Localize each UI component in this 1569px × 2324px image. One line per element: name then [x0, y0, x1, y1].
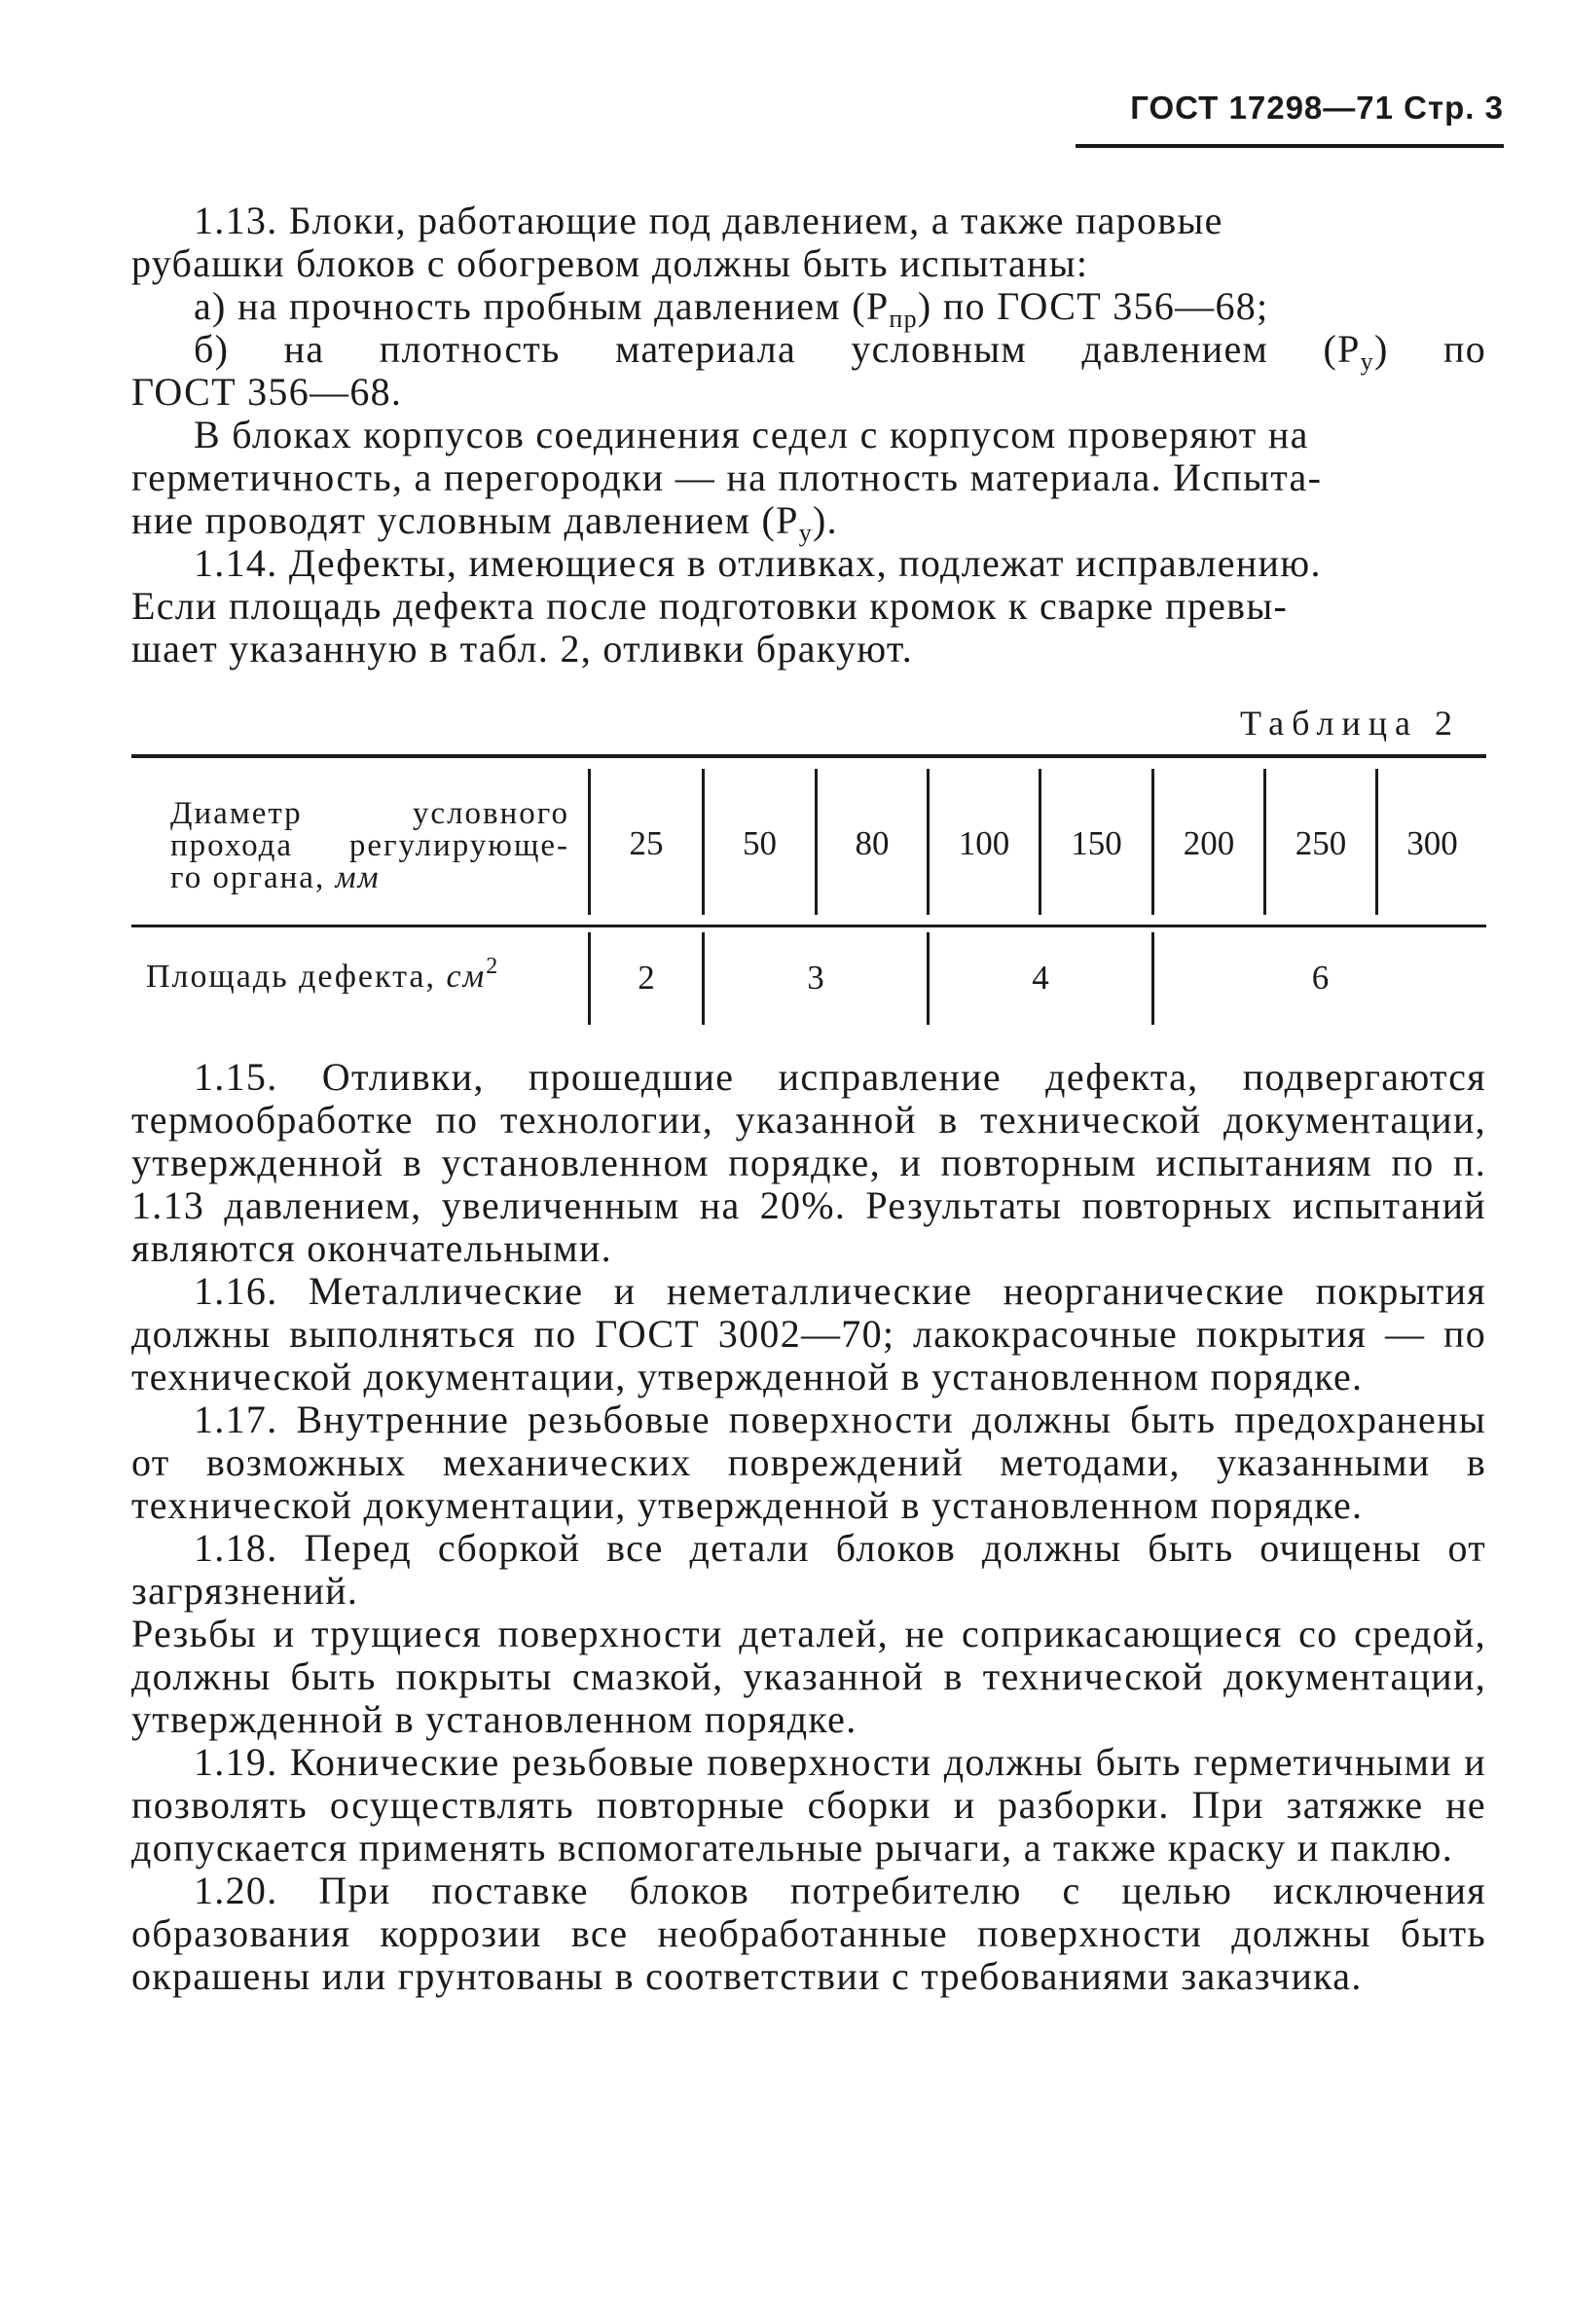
p114-line2: Если площадь дефекта после подготовки кромок к сварке превы-: [131, 584, 1289, 628]
p113-line2: рубашки блоков с обогревом должны быть испытаны:: [131, 241, 1089, 285]
area-cell: 4: [1032, 959, 1049, 997]
p113-item-a: а) на прочность пробным давлением $(P_{пр})$ по ГОСТ 356—68;: [194, 284, 1269, 333]
page-header: [1076, 90, 1504, 148]
p115: 1.15. Отливки, прошедшие исправление дефекта, подвергаются термообработке по технологии, указанной в технической документации, утвержденной в установленном порядке, и повторным испытаниям по п. 1.13 давлением, увеличенным на 20%. Результаты повторных испытаний являются окончательными.: [131, 1055, 1486, 1270]
p113-item-b: б) на плотность материала условным давлением $(P_у)$ по: [194, 327, 1486, 376]
p113-c-line2: герметичность, а перегородки — на плотность материала. Испыта-: [131, 455, 1323, 499]
table-mid-rule: [131, 925, 1486, 927]
area-cell: 3: [807, 959, 824, 997]
row-header-diameter: Диаметр условного прохода регулирующе- го органа, мм: [170, 796, 569, 895]
gost-number: ГОСТ 17298—71: [1130, 90, 1394, 126]
p113-c-line1: В блоках корпусов соединения седел с корпусом проверяют на: [194, 413, 1309, 456]
row-header-area: Площадь дефекта, $см^2$: [146, 954, 500, 995]
p114-line3: шает указанную в табл. 2, отливки бракуют.: [131, 627, 913, 671]
diameter-cell: 150: [1071, 824, 1122, 862]
section-1-15-to-1-20: [131, 1056, 1486, 1998]
p118b: Резьбы и трущиеся поверхности деталей, не соприкасающиеся со средой, должны быть покрыты смазкой, указанной в технической документации, утвержденной в установленном порядке.: [131, 1612, 1486, 1741]
diameter-cell: 300: [1406, 824, 1458, 862]
diameter-cell: 50: [743, 824, 777, 862]
diameter-cell: 100: [958, 824, 1010, 862]
diameter-cell: 25: [629, 824, 664, 862]
diameter-cell: 80: [855, 824, 890, 862]
p119: 1.19. Конические резьбовые поверхности должны быть герметичными и позволять осуществлять повторные сборки и разборки. При затяжке не допускается применять вспомогательные рычаги, а также краску и паклю.: [131, 1740, 1486, 1870]
p113-line1: 1.13. Блоки, работающие под давлением, а также паровые: [194, 199, 1223, 242]
p116: 1.16. Металлические и неметаллические неорганические покрытия должны выполняться по ГОСТ 3002—70; лакокрасочные покрытия — по технической документации, утвержденной в установленном порядке.: [131, 1269, 1486, 1398]
diameter-cell: 200: [1183, 824, 1235, 862]
area-cell: 2: [638, 959, 655, 997]
p118: 1.18. Перед сборкой все детали блоков должны быть очищены от загрязнений.: [131, 1526, 1486, 1613]
diameter-cell: 250: [1295, 824, 1347, 862]
page-label: Стр. 3: [1404, 90, 1504, 126]
p120: 1.20. При поставке блоков потребителю с целью исключения образования коррозии все необработанные поверхности должны быть окрашены или грунтованы в соответствии с требованиями заказчика.: [131, 1869, 1486, 1998]
section-1-13: [131, 200, 1486, 671]
table-caption: Таблица 2: [1240, 704, 1460, 743]
area-cell: 6: [1311, 959, 1330, 997]
p113-item-b-cont: ГОСТ 356—68.: [131, 370, 403, 414]
p113-c-line3: ние проводят условным давлением $(P_у)$.: [131, 498, 838, 547]
table-top-rule: [131, 754, 1486, 758]
p114-line1: 1.14. Дефекты, имеющиеся в отливках, подлежат исправлению.: [194, 541, 1322, 585]
p117: 1.17. Внутренние резьбовые поверхности должны быть предохранены от возможных механических повреждений методами, указанными в технической документации, утвержденной в установленном порядке.: [131, 1398, 1486, 1527]
